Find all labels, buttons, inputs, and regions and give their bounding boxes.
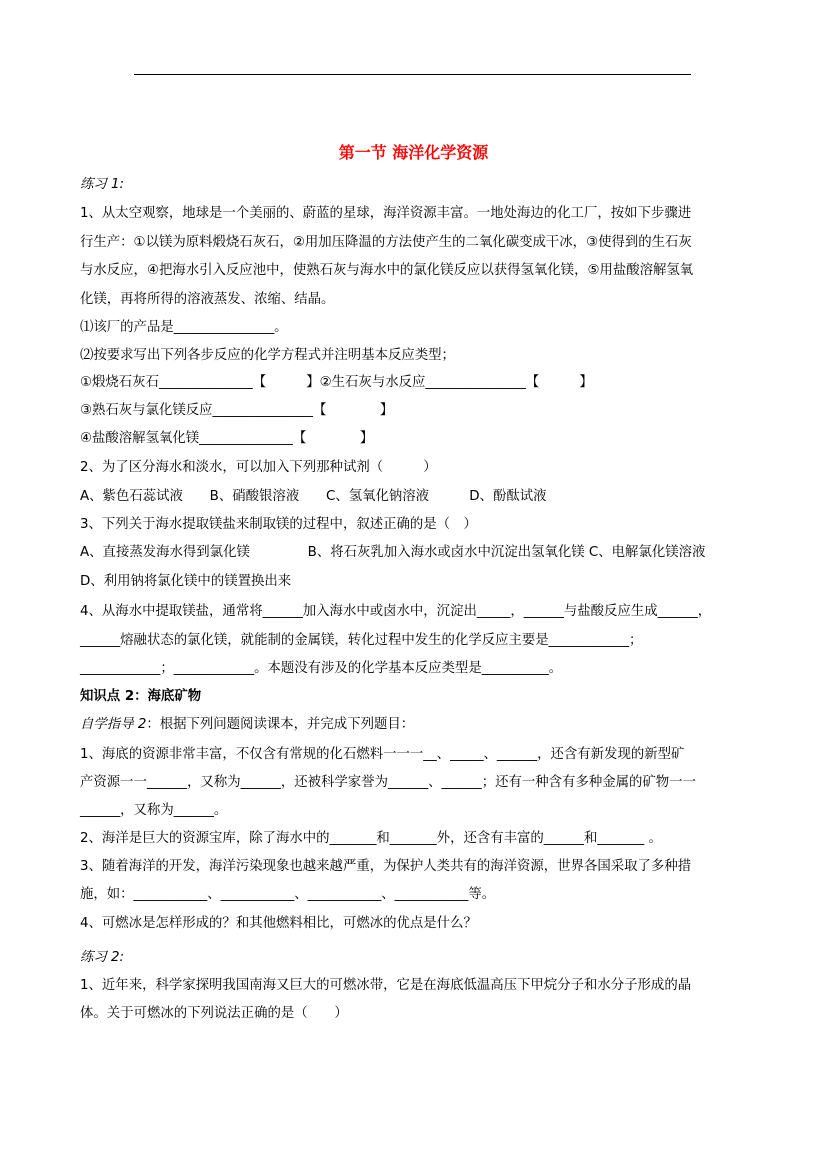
- q1-part-1: ⑴该厂的产品是_______________。: [80, 320, 288, 335]
- q3-option-d: D、利用钠将氯化镁中的镁置换出来: [80, 574, 292, 589]
- kp2-q3-line-1: 3、随着海洋的开发，海洋污染现象也越来越严重，为保护人类共有的海洋资源，世界各国采取了多种措: [80, 859, 692, 874]
- knowledge-point-2-heading: 知识点 2：海底矿物: [80, 689, 202, 704]
- self-study-guide-text: ：根据下列问题阅读课本，并完成下列题目：: [146, 717, 415, 732]
- page-title: 第一节 海洋化学资源: [338, 143, 489, 162]
- q3-stem: 3、下列关于海水提取镁盐来制取镁的过程中，叙述正确的是（ ）: [80, 517, 477, 532]
- q4-line-2: ______熔融状态的氯化镁，就能制的金属镁，转化过程中发生的化学反应主要是____________；: [80, 633, 643, 648]
- q1-line-4: 化镁，再将所得的溶液蒸发、浓缩、结晶。: [80, 292, 335, 307]
- q1-line-2: 行生产：①以镁为原料煅烧石灰石，②用加压降温的方法使产生的二氧化碳变成干冰，③使得到的生石灰: [80, 235, 692, 250]
- self-study-guide-2: [80, 715, 750, 735]
- exercise-1-heading: 练习 1:: [80, 177, 125, 192]
- kp2-q3-line-2: 施，如：___________、___________、___________、___________等。: [80, 887, 496, 902]
- q1-line-3: 与水反应，④把海水引入反应池中，使熟石灰与海水中的氯化镁反应以获得氢氧化镁，⑤用盐酸溶解氢氧: [80, 263, 694, 278]
- exercise-2-heading: 练习 2:: [80, 950, 125, 965]
- kp2-q1-line-2: 产资源一一______，又称为______，还被科学家誉为______、______；还有一种含有多种金属的矿物一一: [80, 775, 696, 790]
- q1-step-3: ③熟石灰与氯化镁反应_______________【 】: [80, 403, 394, 418]
- q1-line-1: 1、从太空观察，地球是一个美丽的、蔚蓝的星球，海洋资源丰富。一地处海边的化工厂，按如下步骤进: [80, 206, 692, 221]
- ex2-q1-line-2: 体。关于可燃冰的下列说法正确的是（ ）: [80, 1006, 348, 1021]
- q2-options: A、紫色石蕊试液 B、硝酸银溶液 C、氢氧化钠溶液 D、酚酞试液: [80, 489, 547, 504]
- kp2-q1-line-1: 1、海底的资源非常丰富，不仅含有常规的化石燃料一一一__、_____、______，还含有新发现的新型矿: [80, 747, 685, 762]
- header-rule: [134, 74, 691, 75]
- kp2-q2: 2、海洋是巨大的资源宝库，除了海水中的_______和_______外，还含有丰富的______和_______ 。: [80, 831, 662, 846]
- q1-step-1-2: ①煅烧石灰石______________【 】②生石灰与水反应_______________【 】: [80, 375, 593, 390]
- q4-line-1: 4、从海水中提取镁盐，通常将______加入海水中或卤水中，沉淀出_____，______与盐酸反应生成______，: [80, 604, 712, 619]
- q2-stem: 2、为了区分海水和淡水，可以加入下列那种试剂（ ）: [80, 460, 437, 475]
- ex2-q1-line-1: 1、近年来，科学家探明我国南海又巨大的可燃冰带，它是在海底低温高压下甲烷分子和水分子形成的晶: [80, 978, 692, 993]
- kp2-q4: 4、可燃冰是怎样形成的？和其他燃料相比，可燃冰的优点是什么？: [80, 916, 477, 931]
- q1-step-4: ④盐酸溶解氢氧化镁______________【 】: [80, 431, 374, 446]
- q1-part-2: ⑵按要求写出下列各步反应的化学方程式并注明基本反应类型；: [80, 348, 455, 363]
- q3-options-a-c: A、直接蒸发海水得到氯化镁 B、将石灰乳加入海水或卤水中沉淀出氢氧化镁 C、电解氯化镁溶液: [80, 545, 706, 560]
- q4-line-3: ____________；____________。本题没有涉及的化学基本反应类型是__________。: [80, 661, 563, 676]
- kp2-q1-line-3: ______，又称为______。: [80, 803, 228, 818]
- self-study-guide-label: 自学指导 2: [80, 717, 147, 732]
